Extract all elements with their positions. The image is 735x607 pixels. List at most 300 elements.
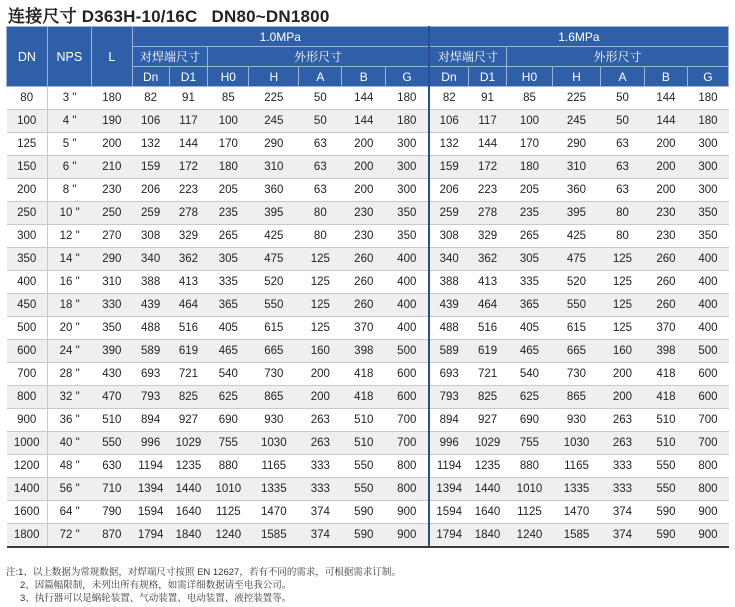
table-cell: 206 (429, 179, 469, 202)
table-cell: 600 (386, 386, 429, 409)
table-cell: 263 (299, 432, 342, 455)
footnotes (6, 566, 401, 605)
table-cell: 180 (386, 87, 429, 110)
table-row (7, 524, 729, 548)
table-cell: 350 (687, 225, 728, 248)
table-cell: 206 (132, 179, 169, 202)
table-cell: 693 (132, 363, 169, 386)
table-cell: 900 (7, 409, 48, 432)
table-cell: 329 (469, 225, 507, 248)
table-cell: 333 (299, 455, 342, 478)
table-cell: 398 (644, 340, 687, 363)
table-cell: 700 (386, 409, 429, 432)
table-cell: 500 (7, 317, 48, 340)
table-cell: 395 (249, 202, 299, 225)
table-cell: 1200 (7, 455, 48, 478)
table-cell: 589 (429, 340, 469, 363)
table-cell: 690 (208, 409, 249, 432)
header-outline-group-1: 外形尺寸 (208, 47, 429, 67)
table-cell: 520 (249, 271, 299, 294)
table-cell: 625 (208, 386, 249, 409)
table-cell: 510 (644, 432, 687, 455)
table-cell: 170 (506, 133, 552, 156)
table-cell: 464 (469, 294, 507, 317)
table-cell: 450 (7, 294, 48, 317)
table-cell: 600 (386, 363, 429, 386)
table-cell: 235 (208, 202, 249, 225)
table-cell: 425 (249, 225, 299, 248)
table-cell: 619 (169, 340, 208, 363)
table-cell: 63 (601, 156, 645, 179)
table-cell: 308 (132, 225, 169, 248)
table-cell: 755 (506, 432, 552, 455)
table-cell: 1029 (469, 432, 507, 455)
footnote-3: 3、执行器可以是蜗轮装置、气动装置、电动装置、液控装置等。 (20, 593, 292, 604)
table-cell: 1030 (249, 432, 299, 455)
table-cell: 1000 (7, 432, 48, 455)
table-cell: 265 (208, 225, 249, 248)
table-cell: 172 (469, 156, 507, 179)
table-cell: 333 (601, 478, 645, 501)
col-header-h-2: H (552, 67, 600, 87)
table-cell: 150 (7, 156, 48, 179)
table-cell: 927 (469, 409, 507, 432)
table-cell: 365 (506, 294, 552, 317)
table-cell: 1640 (169, 501, 208, 524)
table-cell: 3 " (47, 87, 91, 110)
table-cell: 374 (601, 524, 645, 548)
table-cell: 125 (601, 317, 645, 340)
table-cell: 300 (7, 225, 48, 248)
table-cell: 64 " (47, 501, 91, 524)
table-cell: 300 (386, 133, 429, 156)
table-cell: 200 (299, 363, 342, 386)
table-cell: 488 (429, 317, 469, 340)
table-cell: 615 (249, 317, 299, 340)
table-cell: 615 (552, 317, 600, 340)
table-cell: 200 (601, 386, 645, 409)
table-cell: 690 (506, 409, 552, 432)
table-cell: 300 (386, 179, 429, 202)
table-row (7, 87, 729, 110)
table-cell: 1600 (7, 501, 48, 524)
table-cell: 290 (91, 248, 132, 271)
table-cell: 996 (429, 432, 469, 455)
table-cell: 1335 (552, 478, 600, 501)
table-cell: 1335 (249, 478, 299, 501)
table-cell: 82 (429, 87, 469, 110)
table-cell: 900 (386, 524, 429, 548)
table-cell: 200 (299, 386, 342, 409)
table-row (7, 317, 729, 340)
table-cell: 263 (601, 409, 645, 432)
table-cell: 260 (644, 248, 687, 271)
table-cell: 625 (506, 386, 552, 409)
table-cell: 180 (687, 110, 728, 133)
header-weld-group-2: 对焊端尺寸 (429, 47, 507, 67)
table-cell: 825 (469, 386, 507, 409)
header-l: L (91, 27, 132, 87)
table-cell: 117 (469, 110, 507, 133)
table-cell: 1194 (132, 455, 169, 478)
table-cell: 418 (342, 386, 386, 409)
table-cell: 475 (249, 248, 299, 271)
col-header-h0-1: H0 (208, 67, 249, 87)
table-cell: 310 (552, 156, 600, 179)
table-cell: 550 (644, 455, 687, 478)
table-cell: 290 (552, 133, 600, 156)
table-cell: 91 (169, 87, 208, 110)
table-cell: 230 (342, 202, 386, 225)
table-cell: 263 (299, 409, 342, 432)
table-cell: 335 (208, 271, 249, 294)
table-row (7, 386, 729, 409)
table-cell: 413 (469, 271, 507, 294)
table-cell: 100 (7, 110, 48, 133)
table-cell: 50 (601, 110, 645, 133)
table-cell: 230 (91, 179, 132, 202)
table-cell: 36 " (47, 409, 91, 432)
table-cell: 880 (506, 455, 552, 478)
table-cell: 413 (169, 271, 208, 294)
table-cell: 1640 (469, 501, 507, 524)
table-cell: 50 (299, 110, 342, 133)
header-weld-group-1: 对焊端尺寸 (132, 47, 208, 67)
table-cell: 32 " (47, 386, 91, 409)
table-cell: 28 " (47, 363, 91, 386)
table-cell: 180 (506, 156, 552, 179)
table-cell: 700 (687, 409, 728, 432)
table-cell: 1470 (552, 501, 600, 524)
table-cell: 82 (132, 87, 169, 110)
table-header (7, 27, 729, 87)
table-cell: 180 (386, 110, 429, 133)
table-cell: 125 (601, 271, 645, 294)
table-cell: 400 (386, 294, 429, 317)
table-cell: 900 (687, 524, 728, 548)
table-cell: 370 (342, 317, 386, 340)
table-cell: 245 (552, 110, 600, 133)
table-cell: 400 (687, 294, 728, 317)
table-cell: 245 (249, 110, 299, 133)
table-cell: 200 (644, 156, 687, 179)
table-cell: 260 (342, 271, 386, 294)
table-cell: 48 " (47, 455, 91, 478)
table-cell: 870 (91, 524, 132, 548)
table-cell: 200 (7, 179, 48, 202)
table-cell: 721 (469, 363, 507, 386)
table-cell: 590 (342, 524, 386, 548)
table-cell: 117 (169, 110, 208, 133)
table-cell: 405 (506, 317, 552, 340)
table-body (7, 87, 729, 548)
table-cell: 1194 (429, 455, 469, 478)
table-cell: 1794 (429, 524, 469, 548)
table-cell: 330 (91, 294, 132, 317)
table-cell: 329 (169, 225, 208, 248)
table-cell: 1165 (249, 455, 299, 478)
table-cell: 800 (386, 478, 429, 501)
table-cell: 400 (386, 248, 429, 271)
table-row (7, 156, 729, 179)
table-cell: 263 (601, 432, 645, 455)
col-header-dn-2: Dn (429, 67, 469, 87)
table-cell: 250 (7, 202, 48, 225)
table-cell: 800 (386, 455, 429, 478)
table-cell: 516 (169, 317, 208, 340)
table-cell: 260 (342, 248, 386, 271)
table-cell: 510 (644, 409, 687, 432)
table-cell: 755 (208, 432, 249, 455)
table-cell: 365 (208, 294, 249, 317)
table-cell: 18 " (47, 294, 91, 317)
table-cell: 144 (169, 133, 208, 156)
table-cell: 300 (687, 156, 728, 179)
table-cell: 362 (469, 248, 507, 271)
table-cell: 125 (299, 317, 342, 340)
table-cell: 190 (91, 110, 132, 133)
table-cell: 1235 (169, 455, 208, 478)
table-cell: 300 (687, 133, 728, 156)
table-cell: 1585 (552, 524, 600, 548)
table-cell: 894 (132, 409, 169, 432)
table-cell: 300 (386, 156, 429, 179)
table-cell: 510 (342, 432, 386, 455)
table-cell: 85 (506, 87, 552, 110)
table-cell: 374 (601, 501, 645, 524)
table-cell: 24 " (47, 340, 91, 363)
table-cell: 400 (687, 317, 728, 340)
dimension-table (6, 26, 729, 548)
table-cell: 200 (342, 179, 386, 202)
table-cell: 590 (644, 524, 687, 548)
table-cell: 721 (169, 363, 208, 386)
table-cell: 180 (208, 156, 249, 179)
table-cell: 180 (687, 87, 728, 110)
table-cell: 1240 (506, 524, 552, 548)
table-cell: 260 (342, 294, 386, 317)
table-cell: 390 (91, 340, 132, 363)
table-cell: 425 (552, 225, 600, 248)
table-cell: 400 (386, 271, 429, 294)
table-cell: 516 (469, 317, 507, 340)
table-cell: 700 (687, 432, 728, 455)
header-pressure-1: 1.0MPa (132, 27, 429, 47)
table-cell: 400 (687, 248, 728, 271)
table-cell: 200 (342, 133, 386, 156)
table-cell: 439 (429, 294, 469, 317)
table-cell: 600 (687, 386, 728, 409)
table-cell: 520 (552, 271, 600, 294)
table-cell: 260 (644, 271, 687, 294)
table-cell: 400 (386, 317, 429, 340)
table-row (7, 133, 729, 156)
table-cell: 80 (299, 202, 342, 225)
table-cell: 40 " (47, 432, 91, 455)
table-cell: 125 (601, 248, 645, 271)
table-cell: 865 (249, 386, 299, 409)
table-cell: 210 (91, 156, 132, 179)
table-cell: 619 (469, 340, 507, 363)
table-cell: 1240 (208, 524, 249, 548)
table-cell: 374 (299, 501, 342, 524)
table-cell: 144 (644, 110, 687, 133)
table-cell: 290 (249, 133, 299, 156)
table-cell: 894 (429, 409, 469, 432)
table-cell: 418 (342, 363, 386, 386)
table-cell: 80 (601, 225, 645, 248)
table-cell: 144 (644, 87, 687, 110)
table-cell: 80 (299, 225, 342, 248)
table-cell: 20 " (47, 317, 91, 340)
table-cell: 700 (386, 432, 429, 455)
table-cell: 72 " (47, 524, 91, 548)
table-cell: 590 (342, 501, 386, 524)
table-cell: 225 (249, 87, 299, 110)
table-cell: 1800 (7, 524, 48, 548)
col-header-d1-1: D1 (169, 67, 208, 87)
table-cell: 930 (552, 409, 600, 432)
table-cell: 144 (469, 133, 507, 156)
table-cell: 388 (429, 271, 469, 294)
table-cell: 1125 (208, 501, 249, 524)
table-cell: 63 (299, 156, 342, 179)
table-cell: 550 (91, 432, 132, 455)
table-cell: 4 " (47, 110, 91, 133)
table-cell: 1594 (429, 501, 469, 524)
table-cell: 144 (342, 87, 386, 110)
table-cell: 370 (644, 317, 687, 340)
table-cell: 278 (469, 202, 507, 225)
table-cell: 100 (506, 110, 552, 133)
table-cell: 470 (91, 386, 132, 409)
col-header-g-1: G (386, 67, 429, 87)
table-cell: 308 (429, 225, 469, 248)
table-cell: 159 (429, 156, 469, 179)
table-cell: 333 (601, 455, 645, 478)
table-cell: 730 (249, 363, 299, 386)
table-cell: 1394 (132, 478, 169, 501)
table-cell: 405 (208, 317, 249, 340)
table-cell: 1165 (552, 455, 600, 478)
table-cell: 106 (429, 110, 469, 133)
table-row (7, 179, 729, 202)
table-cell: 125 (601, 294, 645, 317)
table-cell: 590 (644, 501, 687, 524)
table-cell: 500 (386, 340, 429, 363)
table-cell: 223 (469, 179, 507, 202)
col-header-a-1: A (299, 67, 342, 87)
table-cell: 439 (132, 294, 169, 317)
table-cell: 927 (169, 409, 208, 432)
table-cell: 550 (342, 455, 386, 478)
table-cell: 465 (506, 340, 552, 363)
table-cell: 132 (429, 133, 469, 156)
table-cell: 160 (299, 340, 342, 363)
table-cell: 1840 (469, 524, 507, 548)
col-header-a-2: A (601, 67, 645, 87)
table-cell: 350 (7, 248, 48, 271)
table-cell: 360 (249, 179, 299, 202)
table-cell: 1794 (132, 524, 169, 548)
table-cell: 125 (299, 248, 342, 271)
table-cell: 63 (601, 179, 645, 202)
table-cell: 362 (169, 248, 208, 271)
table-cell: 350 (386, 202, 429, 225)
table-cell: 540 (506, 363, 552, 386)
table-cell: 800 (7, 386, 48, 409)
table-cell: 693 (429, 363, 469, 386)
table-cell: 225 (552, 87, 600, 110)
col-header-d1-2: D1 (469, 67, 507, 87)
table-cell: 340 (132, 248, 169, 271)
table-cell: 160 (601, 340, 645, 363)
table-cell: 63 (601, 133, 645, 156)
table-cell: 1400 (7, 478, 48, 501)
table-cell: 1030 (552, 432, 600, 455)
table-cell: 200 (644, 179, 687, 202)
table-cell: 106 (132, 110, 169, 133)
table-cell: 63 (299, 179, 342, 202)
table-cell: 550 (249, 294, 299, 317)
table-cell: 1010 (208, 478, 249, 501)
table-cell: 510 (342, 409, 386, 432)
table-cell: 540 (208, 363, 249, 386)
table-cell: 80 (601, 202, 645, 225)
col-header-dn-1: Dn (132, 67, 169, 87)
footnote-2: 2、因篇幅限制，未列出所有规格，如需详细数据请至电我公司。 (20, 580, 292, 591)
table-cell: 350 (91, 317, 132, 340)
table-cell: 259 (132, 202, 169, 225)
table-row (7, 225, 729, 248)
table-cell: 464 (169, 294, 208, 317)
table-row (7, 202, 729, 225)
header-outline-group-2: 外形尺寸 (506, 47, 728, 67)
table-row (7, 248, 729, 271)
table-cell: 1840 (169, 524, 208, 548)
header-pressure-2: 1.6MPa (429, 27, 729, 47)
table-cell: 6 " (47, 156, 91, 179)
table-cell: 1029 (169, 432, 208, 455)
table-cell: 430 (91, 363, 132, 386)
header-nps: NPS (47, 27, 91, 87)
table-cell: 1125 (506, 501, 552, 524)
table-cell: 180 (91, 87, 132, 110)
table-cell: 16 " (47, 271, 91, 294)
table-cell: 800 (687, 478, 728, 501)
table-cell: 333 (299, 478, 342, 501)
table-cell: 825 (169, 386, 208, 409)
table-cell: 235 (506, 202, 552, 225)
table-cell: 730 (552, 363, 600, 386)
table-cell: 400 (687, 271, 728, 294)
table-cell: 8 " (47, 179, 91, 202)
table-cell: 125 (299, 294, 342, 317)
table-cell: 1440 (169, 478, 208, 501)
table-cell: 1394 (429, 478, 469, 501)
table-row (7, 294, 729, 317)
col-header-h-1: H (249, 67, 299, 87)
table-cell: 700 (7, 363, 48, 386)
table-row (7, 271, 729, 294)
table-cell: 223 (169, 179, 208, 202)
table-cell: 10 " (47, 202, 91, 225)
table-cell: 310 (249, 156, 299, 179)
table-cell: 200 (601, 363, 645, 386)
table-cell: 80 (7, 87, 48, 110)
table-cell: 865 (552, 386, 600, 409)
table-cell: 230 (342, 225, 386, 248)
